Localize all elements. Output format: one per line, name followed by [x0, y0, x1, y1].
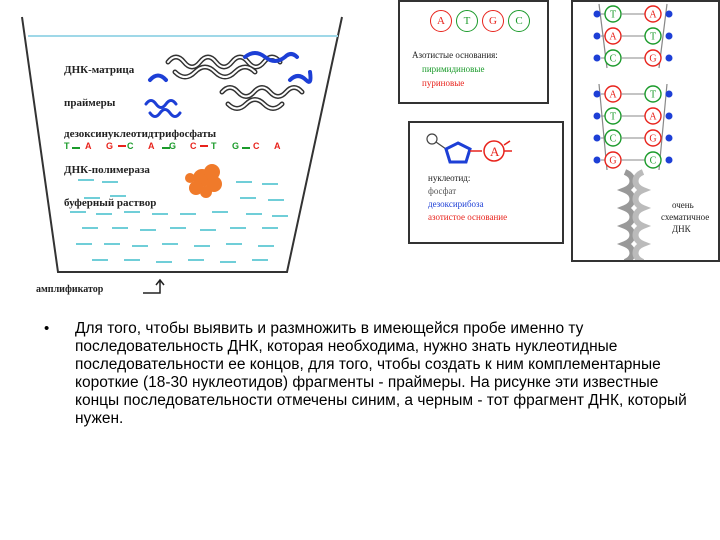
nucleotide-deoxyribose: дезоксирибоза: [428, 199, 484, 209]
nucleotide-letter: С: [190, 141, 197, 151]
base-circle: А: [430, 10, 452, 32]
bullet-text: Для того, чтобы выявить и размножить в имеющейся пробе именно ту последовательность ДНК, которая необходима, нужно знать нуклеотидные последовательности ее концов, для того, чтобы создать к ним комплементарные короткие (18-30 нуклеотидов) фрагменты - праймеры. На рисунке эти известные концы последовательности отмечены синим, а черным - тот фрагмент ДНК, который нужен.: [75, 320, 687, 427]
label-dna-template: ДНК-матрица: [64, 64, 135, 76]
nucleotide-row: [64, 141, 304, 157]
base-letter-left: Т: [609, 9, 617, 21]
nucleotide-letter: Т: [64, 141, 70, 151]
phosphate-dot: [594, 11, 601, 18]
phosphate-dot: [594, 135, 601, 142]
base-letter-left: С: [609, 133, 617, 145]
base-circle: G: [482, 10, 504, 32]
nucleotide-letter: А: [274, 141, 281, 151]
base-letter-left: А: [609, 89, 617, 101]
base-circles: [430, 10, 545, 36]
nucleotide-letter: G: [106, 141, 114, 151]
base-circle: С: [508, 10, 530, 32]
polymerase-blob: [185, 164, 222, 198]
nucleotide-phosphate: фосфат: [428, 186, 457, 196]
nucleotide-base: азотистое основание: [428, 212, 508, 222]
label-buffer: буферный раствор: [64, 197, 157, 209]
amplifier-arrow-icon: [143, 280, 164, 293]
nucleotide-letter: С: [127, 141, 134, 151]
nucleotide-letter: А: [490, 144, 500, 159]
base-letter-left: Т: [609, 111, 617, 123]
dna-panel: [571, 0, 720, 262]
phosphate-dot: [594, 33, 601, 40]
base-letter-right: А: [649, 111, 657, 123]
nucleotide-letter: G: [169, 141, 177, 151]
label-polymerase: ДНК-полимераза: [64, 164, 150, 176]
label-primers: праймеры: [64, 97, 116, 109]
nucleotide-structure: [424, 129, 544, 173]
bullet-marker: •: [44, 320, 50, 337]
phosphate-dot: [666, 55, 673, 62]
base-letter-right: G: [649, 53, 657, 65]
nucleotide-letter: Т: [211, 141, 217, 151]
base-letter-right: А: [649, 9, 657, 21]
base-circle: Т: [456, 10, 478, 32]
base-letter-right: Т: [649, 89, 657, 101]
bases-title: Азотистые основания:: [412, 50, 498, 60]
phosphate-dot: [666, 11, 673, 18]
base-letter-left: G: [609, 155, 617, 167]
base-letter-right: С: [649, 155, 657, 167]
bases-purine: пуриновые: [422, 78, 465, 88]
phosphate-dot: [594, 157, 601, 164]
label-dntp: дезоксинуклеотидтрифосфаты: [64, 128, 217, 140]
phosphate-dot: [666, 157, 673, 164]
base-letter-left: А: [609, 31, 617, 43]
label-amplifier: амплификатор: [36, 284, 104, 295]
nucleotide-panel: [408, 121, 564, 244]
nucleotide-letter: С: [253, 141, 260, 151]
helix-strand-a: [625, 172, 633, 260]
dna-caption-2: схематичное: [661, 212, 710, 222]
buffer-dashes: [70, 180, 288, 262]
phosphate-dot: [594, 55, 601, 62]
bases-panel: [398, 0, 549, 104]
primer-squiggles: [146, 101, 180, 117]
base-letter-right: Т: [649, 31, 657, 43]
nucleotide-letter: G: [232, 141, 240, 151]
bases-pyrimidine: пиримидиновые: [422, 64, 485, 74]
phosphate-dot: [666, 135, 673, 142]
phosphate-dot: [666, 33, 673, 40]
phosphate-dot: [666, 113, 673, 120]
base-letter-left: С: [609, 53, 617, 65]
nucleotide-letter: А: [148, 141, 155, 151]
base-letter-right: G: [649, 133, 657, 145]
nucleotide-title: нуклеотид:: [428, 173, 471, 183]
dna-caption-1: очень: [672, 200, 694, 210]
phosphate-dot: [594, 91, 601, 98]
phosphate-dot: [666, 91, 673, 98]
nucleotide-letter: А: [85, 141, 92, 151]
phosphate-dot: [594, 113, 601, 120]
helix-strand-b: [636, 172, 644, 260]
dna-caption-3: ДНК: [672, 224, 691, 234]
